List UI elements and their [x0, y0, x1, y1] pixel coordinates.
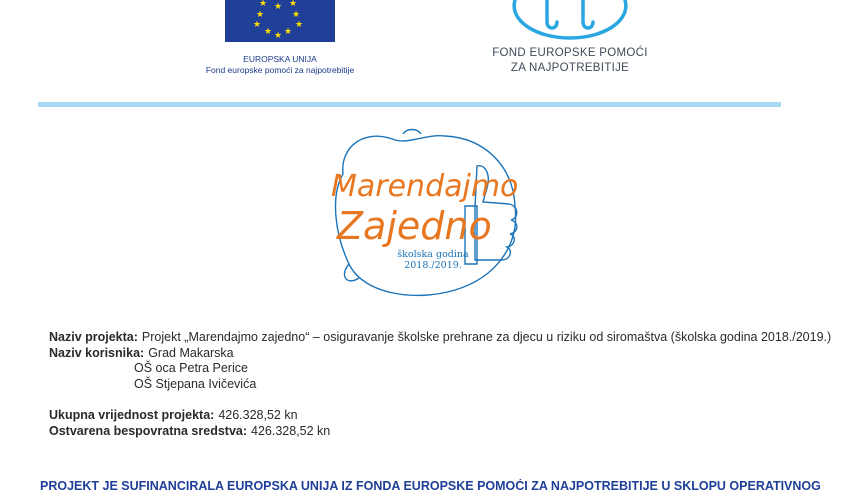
beneficiary-label: Naziv korisnika: — [49, 345, 145, 360]
beneficiary-row — [49, 346, 831, 362]
beneficiary-value: Grad Makarska — [148, 345, 234, 360]
partner-school-1: OŠ oca Petra Perice — [134, 361, 248, 376]
grant-row — [49, 424, 831, 440]
logo-school-year-label: školska godina — [397, 249, 469, 260]
logo-school-year: 2018./2019. — [404, 260, 462, 271]
grant-value: 426.328,52 kn — [251, 423, 331, 438]
svg-text:★: ★ — [273, 31, 283, 41]
svg-text:★: ★ — [283, 27, 293, 37]
svg-text:★: ★ — [263, 27, 273, 37]
svg-text:★: ★ — [273, 2, 283, 12]
grant-label: Ostvarena bespovratna sredstva: — [49, 423, 248, 438]
svg-text:★: ★ — [252, 20, 262, 30]
total-value-label: Ukupna vrijednost projekta: — [49, 408, 215, 423]
svg-text:★: ★ — [294, 20, 304, 30]
partner-school-2: OŠ Stjepana Ivičevića — [134, 376, 257, 391]
project-info — [49, 330, 831, 440]
eu-flag-icon — [225, 0, 335, 42]
logo-word1: Marendajmo — [331, 169, 519, 204]
svg-text:★: ★ — [258, 0, 268, 9]
cofinancing-statement: PROJEKT JE SUFINANCIRALA EUROPSKA UNIJA IZ FONDA EUROPSKE POMOĆI ZA NAJPOTREBITIJE U SKLOPU OPERATIVNOG — [40, 479, 821, 493]
eu-caption — [190, 54, 370, 76]
logo-word2: Zajedno — [337, 204, 492, 248]
eu-title: EUROPSKA UNIJA — [243, 54, 317, 64]
total-value: 426.328,52 kn — [218, 408, 298, 423]
fund-subtitle: ZA NAJPOTREBITIJE — [510, 62, 630, 74]
project-name-value: Projekt „Marendajmo zajedno“ – osiguravanje školske prehrane za djecu u riziku od siromaštva (školska godina 2018./2019.) — [141, 330, 832, 344]
svg-text:★: ★ — [288, 0, 298, 9]
divider — [38, 102, 781, 107]
fund-logo-icon — [505, 0, 635, 44]
project-name-row — [49, 330, 831, 346]
marendajmo-logo — [325, 126, 525, 302]
svg-text:★: ★ — [255, 10, 265, 20]
eu-fund-name: Fond europske pomoći za najpotrebitije — [205, 65, 355, 75]
project-name-label: Naziv projekta: — [49, 330, 138, 344]
fund-caption — [480, 46, 660, 76]
svg-text:★: ★ — [291, 10, 301, 20]
fund-title: FOND EUROPSKE POMOĆI — [492, 47, 648, 59]
total-value-row — [49, 408, 831, 424]
